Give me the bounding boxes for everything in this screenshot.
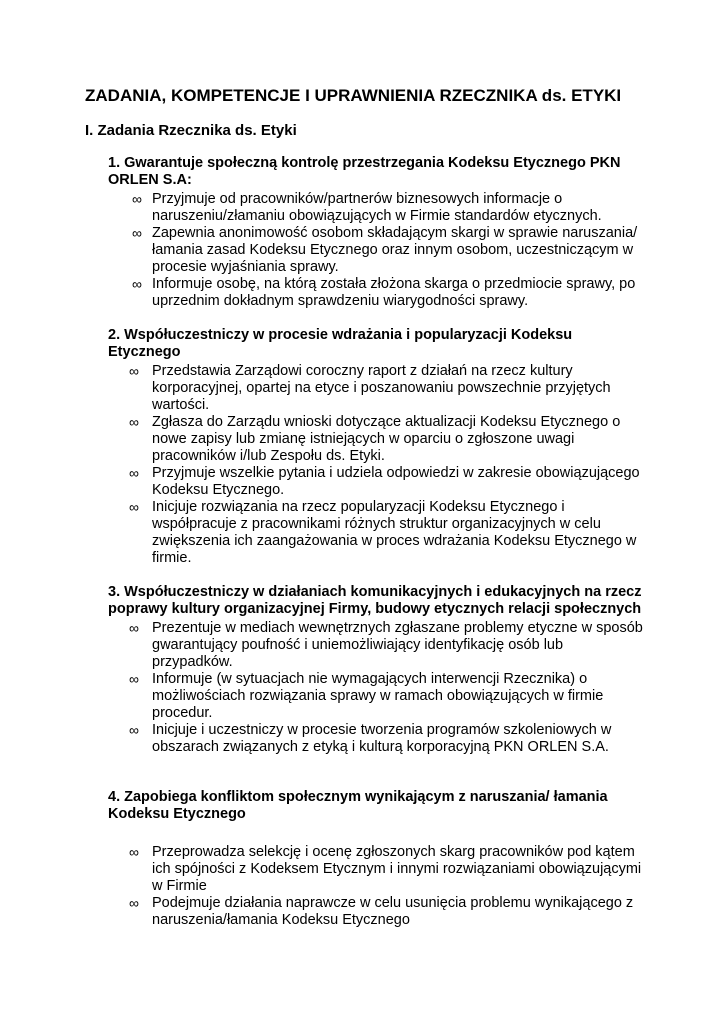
- infinity-bullet-icon: ∞: [129, 722, 139, 738]
- list-item-text: Informuje osobę, na którą została złożona skarga o przedmiocie sprawy, po uprzednim dokładnym sprawdzeniu wiarygodności sprawy.: [152, 276, 636, 309]
- infinity-bullet-icon: ∞: [129, 895, 139, 911]
- list-item: [129, 671, 646, 722]
- bullet-list: [129, 363, 646, 567]
- list-item: [129, 465, 646, 499]
- list-item: [129, 844, 646, 895]
- list-item: [132, 225, 646, 276]
- infinity-bullet-icon: ∞: [129, 465, 139, 481]
- list-item-text: Informuje (w sytuacjach nie wymagających interwencji Rzecznika) o możliwościach rozwiązania sprawy w ramach obowiązujących w firmie procedur.: [152, 671, 604, 721]
- infinity-bullet-icon: ∞: [132, 191, 142, 207]
- list-item-text: Prezentuje w mediach wewnętrznych zgłaszane problemy etyczne w sposób gwarantujący poufność i uniemożliwiający identyfikację osób lub przypadków.: [152, 620, 643, 670]
- list-item-text: Zgłasza do Zarządu wnioski dotyczące aktualizacji Kodeksu Etycznego o nowe zapisy lub zmianę istniejących w oparciu o zgłoszone uwagi pracowników i/lub Zespołu ds. Etyki.: [152, 414, 621, 464]
- list-item: [129, 620, 646, 671]
- list-item: [132, 191, 646, 225]
- subsection-title: 2. Współuczestniczy w procesie wdrażania i popularyzacji Kodeksu Etycznego: [108, 327, 573, 360]
- infinity-bullet-icon: ∞: [129, 620, 139, 636]
- list-item: [129, 722, 646, 756]
- list-item-text: Przyjmuje od pracowników/partnerów biznesowych informacje o naruszeniu/złamaniu obowiązujących w Firmie standardów etycznych.: [152, 191, 602, 224]
- bullet-list: [129, 844, 646, 929]
- infinity-bullet-icon: ∞: [129, 414, 139, 430]
- subsection-4: [108, 789, 648, 929]
- subsection-2: [108, 327, 648, 567]
- list-item-text: Inicjuje rozwiązania na rzecz popularyzacji Kodeksu Etycznego i współpracuje z pracownikami różnych struktur organizacyjnych w celu zwiększenia ich zaangażowania w proces wdrażania Kodeksu Etycznego w firmie.: [152, 499, 637, 566]
- subsection-3: [108, 584, 648, 756]
- infinity-bullet-icon: ∞: [129, 844, 139, 860]
- subsection-title: 4. Zapobiega konfliktom społecznym wynikającym z naruszania/ łamania Kodeksu Etycznego: [108, 789, 608, 822]
- list-item: [129, 895, 646, 929]
- subsection-title: 3. Współuczestniczy w działaniach komunikacyjnych i edukacyjnych na rzecz poprawy kultury organizacyjnej Firmy, budowy etycznych relacji społecznych: [108, 584, 642, 617]
- list-item-text: Inicjuje i uczestniczy w procesie tworzenia programów szkoleniowych w obszarach związanych z etyką i kulturą korporacyjną PKN ORLEN S.A.: [152, 722, 612, 755]
- infinity-bullet-icon: ∞: [132, 276, 142, 292]
- list-item-text: Zapewnia anonimowość osobom składającym skargi w sprawie naruszania/łamania zasad Kodeksu Etycznego oraz innym osobom, uczestniczącym w procesie wyjaśniania sprawy.: [152, 225, 638, 275]
- bullet-list: [129, 620, 646, 756]
- list-item: [132, 276, 646, 310]
- list-item-text: Podejmuje działania naprawcze w celu usunięcia problemu wynikającego z naruszenia/łamania Kodeksu Etycznego: [152, 895, 634, 928]
- list-item-text: Przyjmuje wszelkie pytania i udziela odpowiedzi w zakresie obowiązującego Kodeksu Etycznego.: [152, 465, 640, 498]
- subsection-title: 1. Gwarantuje społeczną kontrolę przestrzegania Kodeksu Etycznego PKN ORLEN S.A:: [108, 155, 621, 188]
- infinity-bullet-icon: ∞: [129, 499, 139, 515]
- infinity-bullet-icon: ∞: [132, 225, 142, 241]
- list-item: [129, 414, 646, 465]
- list-item-text: Przedstawia Zarządowi coroczny raport z działań na rzecz kultury korporacyjnej, opartej na etyce i poszanowaniu powszechnie przyjętych wartości.: [152, 363, 611, 413]
- section-heading: I. Zadania Rzecznika ds. Etyki: [85, 122, 297, 139]
- list-item: [129, 499, 646, 567]
- infinity-bullet-icon: ∞: [129, 363, 139, 379]
- list-item: [129, 363, 646, 414]
- bullet-list: [132, 191, 646, 310]
- list-item-text: Przeprowadza selekcję i ocenę zgłoszonych skarg pracowników pod kątem ich spójności z Kodeksem Etycznym i innymi rozwiązaniami obowiązującymi w Firmie: [152, 844, 642, 894]
- subsection-1: [108, 155, 648, 310]
- document-title: ZADANIA, KOMPETENCJE I UPRAWNIENIA RZECZNIKA ds. ETYKI: [85, 86, 622, 105]
- infinity-bullet-icon: ∞: [129, 671, 139, 687]
